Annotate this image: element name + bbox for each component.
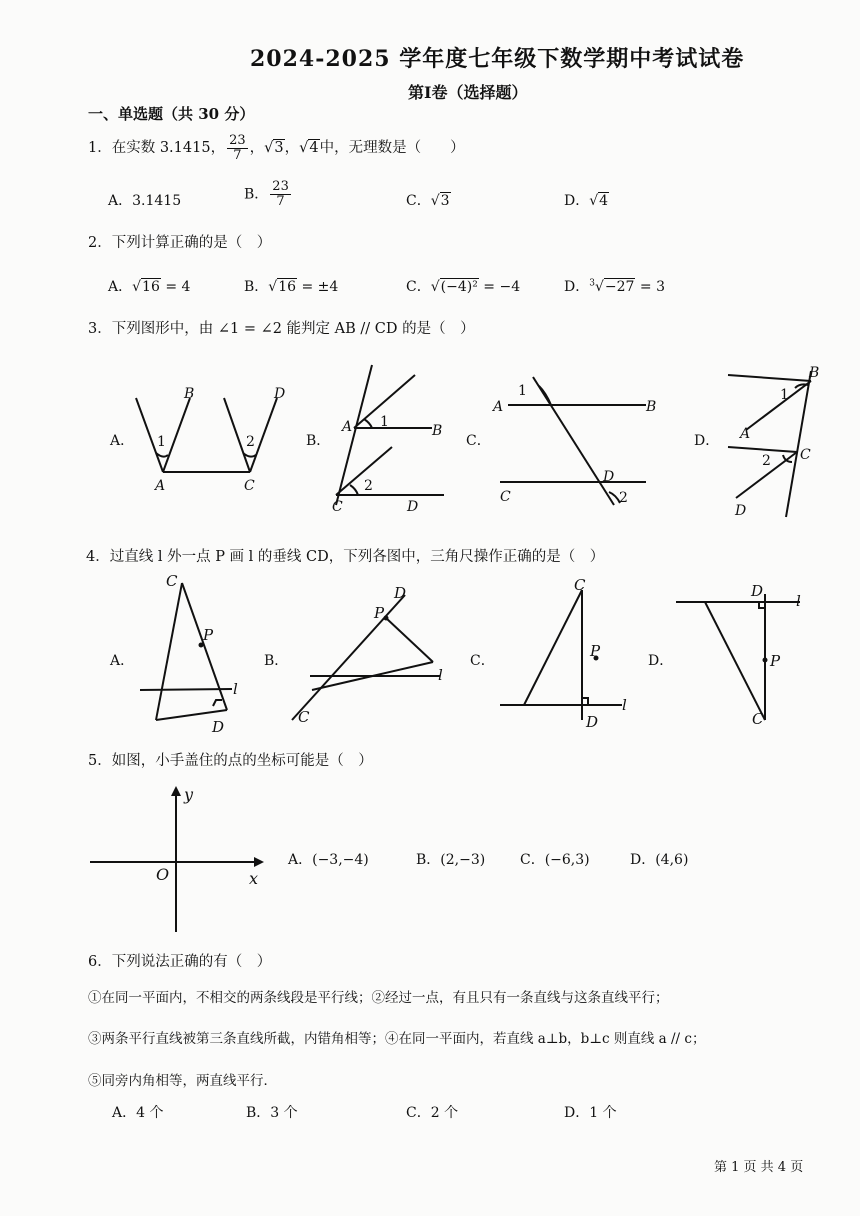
q6-option-d[interactable]: D．1 个 <box>564 1105 617 1121</box>
q4-option-a-label[interactable]: A． <box>110 653 135 669</box>
q4-figures <box>0 570 860 740</box>
fraction-23-7 <box>227 134 248 163</box>
option-label: B． <box>244 279 269 295</box>
label-D: D <box>603 469 615 485</box>
q2-option-a[interactable]: A．√16 = 4 <box>108 279 191 295</box>
label-C: C <box>574 576 586 594</box>
q3-option-a-label[interactable]: A． <box>110 433 135 449</box>
sqrt-radicand: 16 <box>278 279 297 295</box>
option-label: C． <box>406 193 431 209</box>
angle-2-label: 2 <box>246 434 255 450</box>
q2-option-d[interactable]: D．$^3$√−27 = 3 <box>564 278 665 295</box>
sqrt-radicand: 4 <box>309 140 319 156</box>
q6-statement-line: ③两条平行直线被第三条直线所截，内错角相等；④在同一平面内，若直线 a⊥b，b⊥c 则直线 a // c； <box>88 1031 706 1047</box>
q5-option-b[interactable]: B．(2,−3) <box>416 852 486 868</box>
section-heading: 一、单选题（共 30 分） <box>88 105 255 123</box>
q3-option-c-label[interactable]: C． <box>466 433 491 449</box>
q1-stem-part: 中，无理数是（ ） <box>319 140 465 156</box>
q3-figures <box>0 355 860 525</box>
label-D: D <box>751 582 764 600</box>
angle-1-label: 1 <box>780 387 789 403</box>
label-C: C <box>332 499 343 515</box>
page-subtitle: 第Ⅰ卷（选择题） <box>408 83 528 102</box>
sqrt-radicand: 16 <box>142 279 160 295</box>
option-label: A． <box>108 279 133 295</box>
label-C: C <box>500 489 511 505</box>
q5-option-a[interactable]: A．(−3,−4) <box>288 852 369 868</box>
q5-option-d[interactable]: D．(4,6) <box>630 852 689 868</box>
q4-figure-a <box>140 583 232 720</box>
label-C: C <box>166 572 178 590</box>
question-5-stem: 5．如图，小手盖住的点的坐标可能是（ ） <box>88 753 373 769</box>
label-l: l <box>233 680 238 698</box>
question-2-stem: 2．下列计算正确的是（ ） <box>88 235 272 251</box>
q2-option-c[interactable]: C．√(−4)² = −4 <box>406 279 521 295</box>
q1-stem-part: 1．在实数 3.1415， <box>88 140 226 156</box>
question-1-stem: 1．在实数 3.1415， $\frac{23}{7}$ ，√3，√4中，无理数是（ ） <box>88 132 465 163</box>
question-6-stem: 6．下列说法正确的有（ ） <box>88 954 272 970</box>
label-B: B <box>809 365 820 381</box>
sqrt-radicand: 4 <box>599 193 609 209</box>
q3-option-d-label[interactable]: D． <box>694 433 720 449</box>
q6-statement-line: ⑤同旁内角相等，两直线平行． <box>88 1073 277 1089</box>
label-D: D <box>407 499 419 515</box>
label-P: P <box>203 626 214 644</box>
label-l: l <box>622 696 627 714</box>
option-value: = −4 <box>483 279 521 295</box>
q2-option-b[interactable]: B．√16 = ±4 <box>244 279 339 295</box>
angle-2-label: 2 <box>364 478 373 494</box>
label-A: A <box>740 426 751 442</box>
page-footer: 第 1 页 共 4 页 <box>714 1160 804 1175</box>
label-D: D <box>394 584 407 602</box>
label-B: B <box>432 423 443 439</box>
q3-option-b-label[interactable]: B． <box>306 433 331 449</box>
label-C: C <box>298 708 310 726</box>
question-3-stem: 3．下列图形中，由 ∠1 = ∠2 能判定 AB // CD 的是（ ） <box>88 321 475 337</box>
label-D: D <box>735 503 747 519</box>
label-l: l <box>796 592 801 610</box>
label-A: A <box>342 419 353 435</box>
label-P: P <box>590 642 601 660</box>
sqrt-radicand: 3 <box>274 140 284 156</box>
angle-1-label: 1 <box>518 383 527 399</box>
q5-option-c[interactable]: C．(−6,3) <box>520 852 590 868</box>
label-D: D <box>212 718 225 736</box>
angle-2-label: 2 <box>619 490 628 506</box>
label-P: P <box>374 604 385 622</box>
label-l: l <box>438 666 443 684</box>
q1-stem-part: ， <box>284 140 300 156</box>
x-axis-label: x <box>249 869 259 888</box>
q6-option-b[interactable]: B．3 个 <box>246 1105 298 1121</box>
y-axis-label: y <box>184 785 194 804</box>
q1-option-d[interactable]: D．√4 <box>564 193 609 209</box>
fraction-denominator: 7 <box>276 194 285 209</box>
q6-option-a[interactable]: A．4 个 <box>112 1105 164 1121</box>
label-C: C <box>800 447 811 463</box>
label-D: D <box>274 386 286 402</box>
q4-option-b-label[interactable]: B． <box>264 653 289 669</box>
question-4-stem: 4．过直线 l 外一点 P 画 l 的垂线 CD，下列各图中，三角尺操作正确的是（ ） <box>86 549 605 565</box>
q4-option-c-label[interactable]: C． <box>470 653 495 669</box>
q4-figure-d <box>676 594 800 720</box>
q1-stem-part: ， <box>249 140 265 156</box>
q6-option-c[interactable]: C．2 个 <box>406 1105 459 1121</box>
option-label: C． <box>406 279 431 295</box>
label-P: P <box>770 652 781 670</box>
fraction-numerator: 23 <box>272 179 289 194</box>
q3-figure-d <box>728 371 811 517</box>
origin-label: O <box>156 865 170 884</box>
sqrt-radicand: (−4)² <box>440 279 478 295</box>
option-value: = ±4 <box>301 279 339 295</box>
q5-coordinate-axes <box>84 780 274 940</box>
label-A: A <box>493 399 504 415</box>
root-index: 3 <box>589 278 595 289</box>
q1-option-a[interactable]: A．3.1415 <box>108 193 182 209</box>
label-D: D <box>586 713 599 731</box>
option-label: D． <box>564 193 590 209</box>
angle-1-label: 1 <box>157 434 166 450</box>
option-value: = 4 <box>165 279 191 295</box>
fraction-denominator: 7 <box>233 147 242 163</box>
label-C: C <box>244 478 255 494</box>
q1-option-b[interactable] <box>244 180 293 209</box>
option-value: = 3 <box>639 279 665 295</box>
label-A: A <box>155 478 166 494</box>
option-label: D． <box>564 279 590 295</box>
q1-option-c[interactable]: C．√3 <box>406 193 450 209</box>
fraction-numerator: 23 <box>229 132 246 148</box>
point-P <box>763 658 768 663</box>
sqrt-radicand: −27 <box>604 279 635 295</box>
q3-figure-b <box>336 365 444 505</box>
angle-1-label: 1 <box>380 414 389 430</box>
q4-figure-b <box>292 595 440 720</box>
angle-2-label: 2 <box>762 453 771 469</box>
label-C: C <box>752 710 764 728</box>
point-P <box>384 616 389 621</box>
q4-figure-c <box>500 590 622 720</box>
sqrt-radicand: 3 <box>440 193 450 209</box>
page-title: 2024-2025 学年度七年级下数学期中考试试卷 <box>250 46 745 72</box>
label-B: B <box>184 386 195 402</box>
q6-statement-line: ①在同一平面内，不相交的两条线段是平行线；②经过一点，有且只有一条直线与这条直线平行； <box>88 990 669 1006</box>
label-B: B <box>646 399 657 415</box>
option-label: B． <box>244 186 269 203</box>
q4-option-d-label[interactable]: D． <box>648 653 674 669</box>
